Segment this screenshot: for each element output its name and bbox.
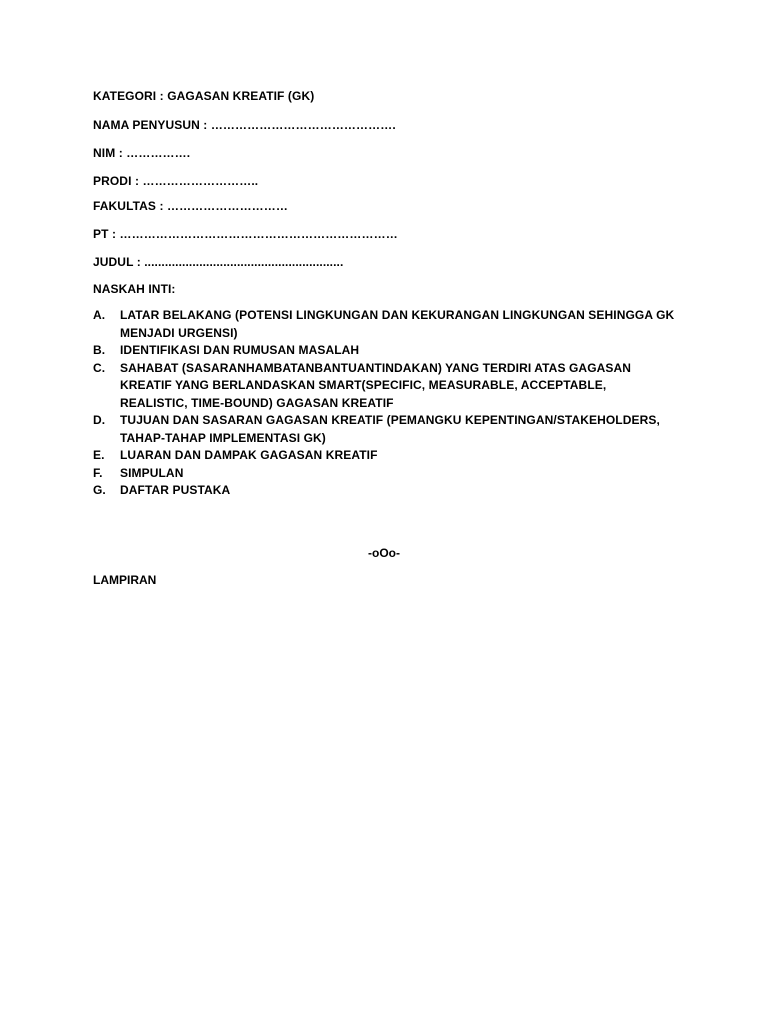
outline-item-text: TUJUAN DAN SASARAN GAGASAN KREATIF (PEMANGKU KEPENTINGAN/STAKEHOLDERS, TAHAP-TAHAP IMPLEMENTASI GK) [120,413,660,445]
lampiran-heading: LAMPIRAN [93,573,157,587]
naskah-inti-heading: NASKAH INTI: [93,282,176,296]
separator-ooo: -oOo- [368,546,400,560]
outline-item-text: SAHABAT (SASARANHAMBATANBANTUANTINDAKAN) YANG TERDIRI ATAS GAGASAN KREATIF YANG BERLANDASKAN SMART(SPECIFIC, MEASURABLE, ACCEPTABLE, REALISTIC, TIME-BOUND) GAGASAN KREATIF [120,360,632,410]
outline-item-letter: A. [93,308,106,322]
outline-item-e [93,447,673,465]
outline-item-letter: F. [93,465,103,480]
outline-item-text: LATAR BELAKANG (POTENSI LINGKUNGAN DAN KEKURANGAN LINGKUNGAN SEHINGGA GK MENJADI URGENSI) [120,308,675,340]
nim-line: NIM : ……………. [93,146,191,160]
outline-item-letter: D. [93,413,106,427]
outline-item-text: LUARAN DAN DAMPAK GAGASAN KREATIF [120,448,378,462]
outline-item-letter: E. [93,448,105,462]
judul-line: JUDUL : .......................................................... [93,255,344,269]
prodi-line: PRODI : ……………………….. [93,174,259,188]
outline-item-letter: G. [93,483,106,497]
outline-item-letter: B. [93,343,106,357]
naskah-outline-list [93,307,673,500]
kategori-line: KATEGORI : GAGASAN KREATIF (GK) [93,89,315,103]
outline-item-letter: C. [93,360,106,375]
outline-item-text: DAFTAR PUSTAKA [120,483,231,497]
outline-item-a [93,307,673,342]
nama-penyusun-line: NAMA PENYUSUN : ………………………………………. [93,118,396,132]
outline-item-f [93,465,673,483]
outline-item-g [93,482,673,500]
outline-item-text: IDENTIFIKASI DAN RUMUSAN MASALAH [120,343,360,357]
fakultas-line: FAKULTAS : ………………………… [93,199,288,213]
outline-item-c [93,360,673,413]
pt-line: PT : …………………………………………………………… [93,227,398,241]
outline-item-b [93,342,673,360]
outline-item-text: SIMPULAN [120,465,184,480]
outline-item-d [93,412,673,447]
